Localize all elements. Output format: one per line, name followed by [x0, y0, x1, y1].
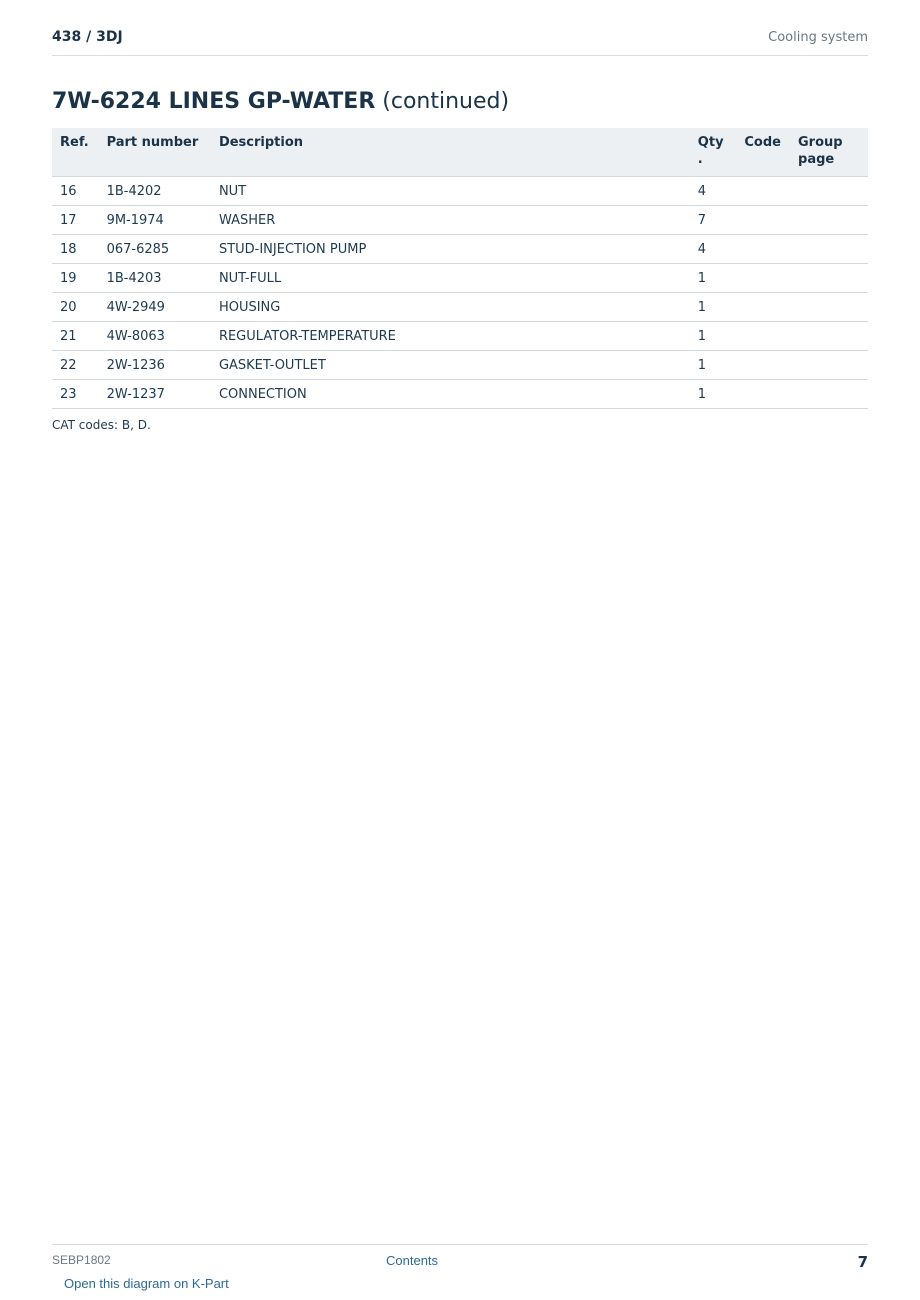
- row-code: [736, 351, 790, 380]
- document-id: SEBP1802: [52, 1253, 111, 1267]
- table-row: [52, 206, 868, 235]
- row-qty: 4: [690, 235, 737, 264]
- row-code: [736, 264, 790, 293]
- table-row: [52, 322, 868, 351]
- row-part-number: 067-6285: [99, 235, 211, 264]
- row-description: GASKET-OUTLET: [211, 351, 690, 380]
- section-name: Cooling system: [768, 30, 868, 45]
- row-code: [736, 380, 790, 409]
- row-part-number: 1B-4203: [99, 264, 211, 293]
- row-code: [736, 177, 790, 206]
- row-part-number: 9M-1974: [99, 206, 211, 235]
- row-ref: 21: [52, 322, 99, 351]
- table-row: [52, 351, 868, 380]
- row-code: [736, 322, 790, 351]
- row-ref: 16: [52, 177, 99, 206]
- contents-link[interactable]: Contents: [386, 1253, 439, 1268]
- row-description: WASHER: [211, 206, 690, 235]
- page-reference: 438 / 3DJ: [52, 29, 123, 45]
- table-row: [52, 177, 868, 206]
- row-qty: 1: [690, 380, 737, 409]
- header-code: Code: [736, 128, 790, 177]
- page-number: 7: [857, 1253, 868, 1271]
- row-qty: 1: [690, 322, 737, 351]
- row-code: [736, 206, 790, 235]
- kpart-diagram-link[interactable]: Open this diagram on K-Part: [64, 1276, 229, 1291]
- page-title: [52, 89, 509, 114]
- row-part-number: 4W-8063: [99, 322, 211, 351]
- row-group-page: [790, 177, 868, 206]
- parts-table: [52, 128, 868, 409]
- header-description: Description: [211, 128, 690, 177]
- row-part-number: 2W-1237: [99, 380, 211, 409]
- row-description: NUT-FULL: [211, 264, 690, 293]
- header-qty: [690, 128, 737, 177]
- row-ref: 20: [52, 293, 99, 322]
- row-group-page: [790, 380, 868, 409]
- row-ref: 23: [52, 380, 99, 409]
- page-header: [52, 28, 868, 56]
- header-part-number: Part number: [99, 128, 211, 177]
- row-qty: 4: [690, 177, 737, 206]
- header-qty-line1: Qty: [697, 135, 724, 150]
- table-body: [52, 177, 868, 409]
- header-group-page: Group page: [790, 128, 868, 177]
- header-ref: Ref.: [52, 128, 99, 177]
- title-main: 7W-6224 LINES GP-WATER: [52, 89, 376, 114]
- title-suffix: (continued): [382, 89, 510, 114]
- row-qty: 1: [690, 264, 737, 293]
- row-group-page: [790, 235, 868, 264]
- row-code: [736, 293, 790, 322]
- row-ref: 17: [52, 206, 99, 235]
- row-group-page: [790, 264, 868, 293]
- row-code: [736, 235, 790, 264]
- row-ref: 18: [52, 235, 99, 264]
- table-row: [52, 293, 868, 322]
- row-group-page: [790, 322, 868, 351]
- row-ref: 19: [52, 264, 99, 293]
- cat-codes: CAT codes: B, D.: [52, 418, 151, 432]
- row-part-number: 1B-4202: [99, 177, 211, 206]
- table-row: [52, 235, 868, 264]
- row-part-number: 2W-1236: [99, 351, 211, 380]
- row-ref: 22: [52, 351, 99, 380]
- row-description: CONNECTION: [211, 380, 690, 409]
- row-qty: 7: [690, 206, 737, 235]
- row-group-page: [790, 351, 868, 380]
- row-description: HOUSING: [211, 293, 690, 322]
- row-group-page: [790, 293, 868, 322]
- table-row: [52, 264, 868, 293]
- row-description: STUD-INJECTION PUMP: [211, 235, 690, 264]
- table-header-row: [52, 128, 868, 177]
- row-qty: 1: [690, 351, 737, 380]
- row-description: NUT: [211, 177, 690, 206]
- row-description: REGULATOR-TEMPERATURE: [211, 322, 690, 351]
- header-qty-line2: .: [697, 152, 703, 167]
- row-group-page: [790, 206, 868, 235]
- table-row: [52, 380, 868, 409]
- row-part-number: 4W-2949: [99, 293, 211, 322]
- row-qty: 1: [690, 293, 737, 322]
